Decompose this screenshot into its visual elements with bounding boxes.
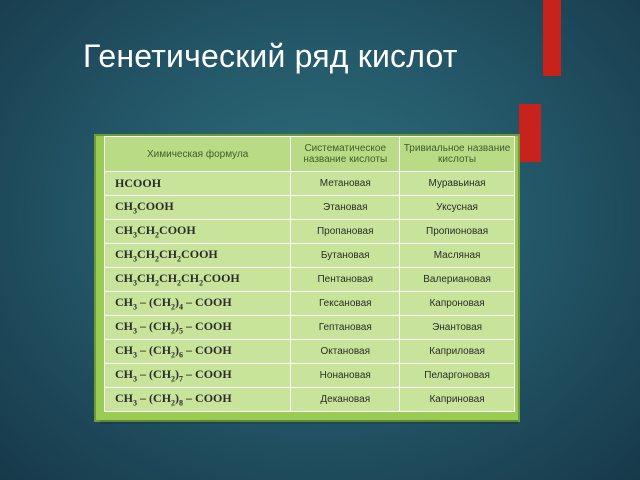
- trivial-name-cell: Валериановая: [400, 268, 515, 292]
- table-row: [105, 172, 515, 196]
- systematic-name-cell: Бутановая: [291, 244, 400, 268]
- trivial-name-cell: Масляная: [400, 244, 515, 268]
- formula-cell: HCOOH: [105, 172, 291, 196]
- trivial-name-cell: Муравьиная: [400, 172, 515, 196]
- trivial-name-cell: Капроновая: [400, 292, 515, 316]
- header-trivial-name: Тривиальное название кислоты: [400, 137, 515, 172]
- formula-cell: $CH_3COOH$: [105, 196, 291, 220]
- table-row: [105, 388, 515, 412]
- table-shadow: [100, 420, 518, 424]
- systematic-name-cell: Гептановая: [291, 316, 400, 340]
- formula-cell: $CH_3CH_2CH_2COOH$: [105, 244, 291, 268]
- systematic-name-cell: Нонановая: [291, 364, 400, 388]
- table-row: [105, 292, 515, 316]
- formula-cell: $CH_3CH_2COOH$: [105, 220, 291, 244]
- table-row: [105, 220, 515, 244]
- header-formula: Химическая формула: [105, 137, 291, 172]
- table-row: [105, 196, 515, 220]
- accent-bar-middle: [519, 104, 541, 162]
- systematic-name-cell: Метановая: [291, 172, 400, 196]
- systematic-name-cell: Декановая: [291, 388, 400, 412]
- accent-bar-top: [543, 0, 561, 76]
- systematic-name-cell: Этановая: [291, 196, 400, 220]
- trivial-name-cell: Энантовая: [400, 316, 515, 340]
- trivial-name-cell: Каприновая: [400, 388, 515, 412]
- systematic-name-cell: Октановая: [291, 340, 400, 364]
- formula-cell: $CH_3CH_2CH_2CH_2COOH$: [105, 268, 291, 292]
- formula-cell: $CH_3 - (CH_2)_4$ – COOH: [105, 292, 291, 316]
- table-row: [105, 316, 515, 340]
- trivial-name-cell: Пеларгоновая: [400, 364, 515, 388]
- table-row: [105, 340, 515, 364]
- slide-title: Генетический ряд кислот: [83, 38, 458, 74]
- table-body: [105, 172, 515, 412]
- systematic-name-cell: Пропановая: [291, 220, 400, 244]
- header-systematic-name: Систематическое название кислоты: [291, 137, 400, 172]
- formula-cell: $CH_3 - (CH_2)_8$ – COOH: [105, 388, 291, 412]
- trivial-name-cell: Пропионовая: [400, 220, 515, 244]
- trivial-name-cell: Уксусная: [400, 196, 515, 220]
- acids-table: [104, 136, 515, 412]
- table-row: [105, 268, 515, 292]
- formula-cell: $CH_3 - (CH_2)_5$ – COOH: [105, 316, 291, 340]
- systematic-name-cell: Гексановая: [291, 292, 400, 316]
- table-row: [105, 244, 515, 268]
- systematic-name-cell: Пентановая: [291, 268, 400, 292]
- trivial-name-cell: Каприловая: [400, 340, 515, 364]
- table-header-row: [105, 137, 515, 172]
- formula-cell: $CH_3 - (CH_2)_7$ – COOH: [105, 364, 291, 388]
- formula-cell: $CH_3 - (CH_2)_6$ – COOH: [105, 340, 291, 364]
- table-row: [105, 364, 515, 388]
